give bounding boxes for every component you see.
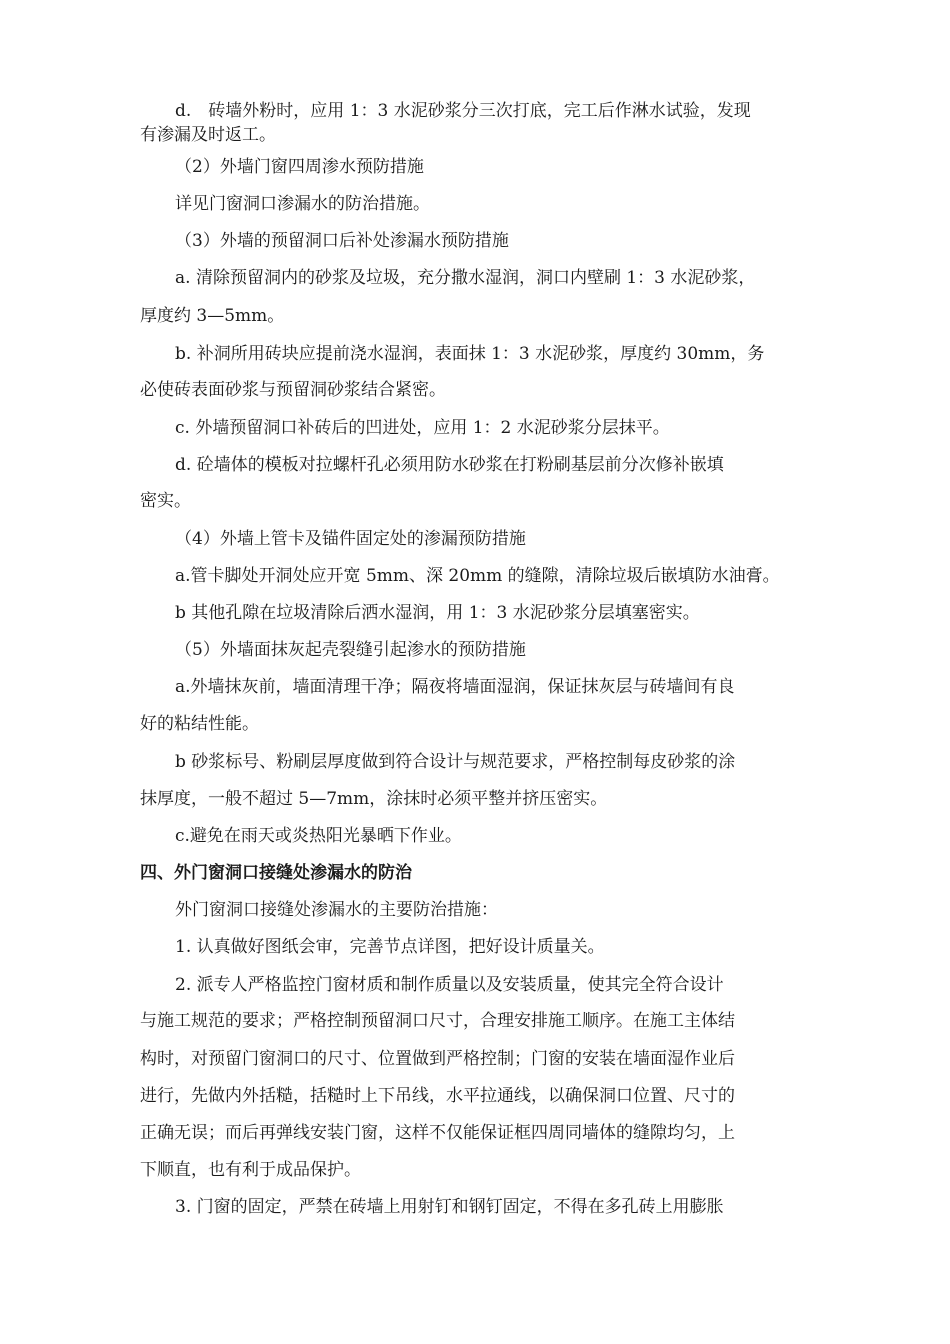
paragraph-line: b 其他孔隙在垃圾清除后洒水湿润，用 1：3 水泥砂浆分层填塞密实。 — [175, 603, 700, 623]
paragraph-line: c. 外墙预留洞口补砖后的凹进处，应用 1：2 水泥砂浆分层抹平。 — [175, 418, 670, 438]
paragraph-line: 有渗漏及时返工。 — [140, 125, 276, 145]
paragraph-line: 构时，对预留门窗洞口的尺寸、位置做到严格控制；门窗的安装在墙面湿作业后 — [140, 1049, 735, 1069]
paragraph-line: 厚度约 3—5mm。 — [140, 306, 285, 326]
paragraph-line: 密实。 — [140, 491, 191, 511]
section-subheading: （5）外墙面抹灰起壳裂缝引起渗水的预防措施 — [175, 640, 526, 660]
section-subheading: （4）外墙上管卡及锚件固定处的渗漏预防措施 — [175, 529, 526, 549]
paragraph-line: 详见门窗洞口渗漏水的防治措施。 — [175, 194, 430, 214]
paragraph-line: a. 清除预留洞内的砂浆及垃圾，充分撒水湿润，洞口内壁刷 1：3 水泥砂浆， — [175, 268, 756, 288]
paragraph-line: a.管卡脚处开洞处应开宽 5mm、深 20mm 的缝隙，清除垃圾后嵌填防水油膏。 — [175, 566, 780, 586]
paragraph-line: 好的粘结性能。 — [140, 714, 259, 734]
paragraph-line: 2. 派专人严格监控门窗材质和制作质量以及安装质量，使其完全符合设计 — [175, 975, 724, 995]
paragraph-line: 下顺直，也有利于成品保护。 — [140, 1160, 361, 1180]
paragraph-line: 1. 认真做好图纸会审，完善节点详图，把好设计质量关。 — [175, 937, 605, 957]
section-subheading: （2）外墙门窗四周渗水预防措施 — [175, 157, 424, 177]
section-heading: 四、外门窗洞口接缝处渗漏水的防治 — [140, 863, 412, 883]
paragraph-line: b 砂浆标号、粉刷层厚度做到符合设计与规范要求，严格控制每皮砂浆的涂 — [175, 752, 736, 772]
paragraph-line: 3. 门窗的固定，严禁在砖墙上用射钉和钢钉固定，不得在多孔砖上用膨胀 — [175, 1197, 724, 1217]
paragraph-line: 进行，先做内外括糙，括糙时上下吊线，水平拉通线，以确保洞口位置、尺寸的 — [140, 1086, 735, 1106]
paragraph-line: 外门窗洞口接缝处渗漏水的主要防治措施： — [175, 900, 498, 920]
paragraph-line: c.避免在雨天或炎热阳光暴晒下作业。 — [175, 826, 462, 846]
paragraph-line: 必使砖表面砂浆与预留洞砂浆结合紧密。 — [140, 380, 446, 400]
section-subheading: （3）外墙的预留洞口后补处渗漏水预防措施 — [175, 231, 509, 251]
paragraph-line: d. 砖墙外粉时，应用 1：3 水泥砂浆分三次打底，完工后作淋水试验，发现 — [175, 101, 751, 121]
paragraph-line: b. 补洞所用砖块应提前浇水湿润，表面抹 1：3 水泥砂浆，厚度约 30mm，务 — [175, 344, 765, 364]
paragraph-line: 正确无误；而后再弹线安装门窗，这样不仅能保证框四周同墙体的缝隙均匀，上 — [140, 1123, 735, 1143]
paragraph-line: 抹厚度，一般不超过 5—7mm，涂抹时必须平整并挤压密实。 — [140, 789, 608, 809]
paragraph-line: a.外墙抹灰前，墙面清理干净；隔夜将墙面湿润，保证抹灰层与砖墙间有良 — [175, 677, 735, 697]
paragraph-line: 与施工规范的要求；严格控制预留洞口尺寸，合理安排施工顺序。在施工主体结 — [140, 1011, 735, 1031]
paragraph-line: d. 砼墙体的模板对拉螺杆孔必须用防水砂浆在打粉刷基层前分次修补嵌填 — [175, 455, 724, 475]
